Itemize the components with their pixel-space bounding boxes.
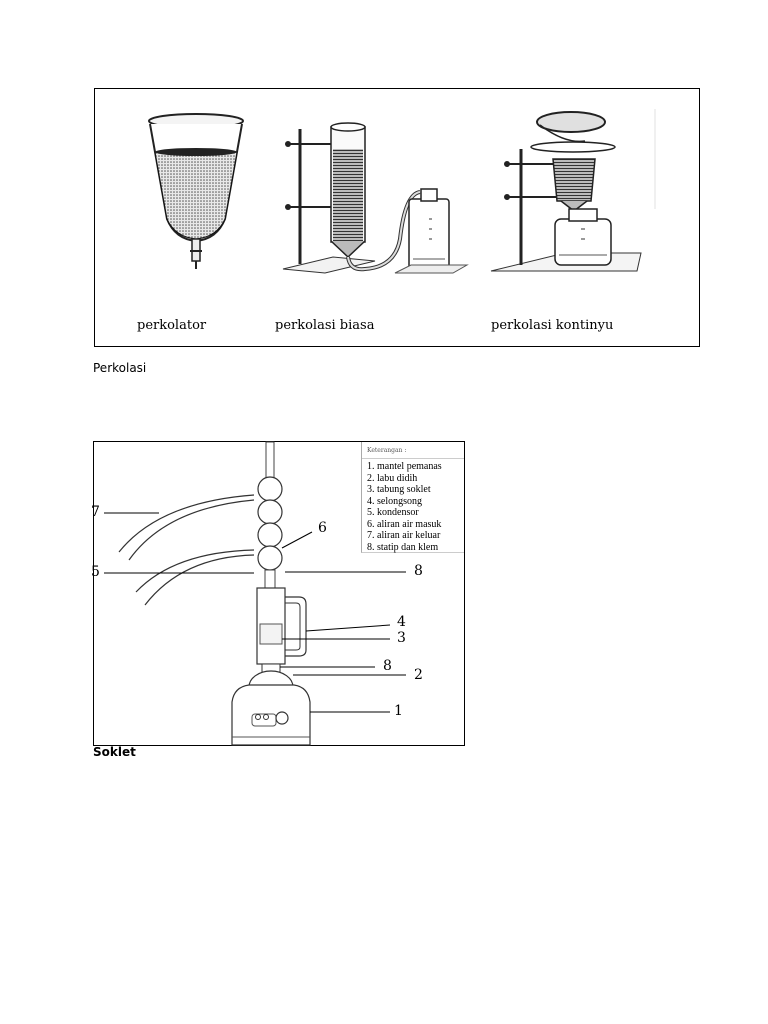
perkolasi-caption: Perkolasi — [93, 361, 147, 375]
soklet-caption: Soklet — [93, 745, 136, 759]
legend-box — [361, 442, 464, 553]
legend-item: 3. tabung soklet — [367, 484, 431, 495]
perkolasi-figure — [94, 88, 700, 347]
soklet-figure — [93, 441, 465, 746]
label-1: 1 — [394, 703, 403, 719]
perkolasi-biasa-label: perkolasi biasa — [275, 318, 375, 333]
perkolasi-kontinyu-drawing — [491, 109, 655, 271]
label-4: 4 — [397, 614, 406, 630]
label-7: 7 — [91, 504, 100, 520]
label-8-bottom: 8 — [383, 658, 392, 674]
perkolator-drawing — [149, 114, 243, 269]
legend-item: 6. aliran air masuk — [367, 518, 442, 530]
label-5: 5 — [91, 564, 100, 580]
legend-list — [367, 461, 442, 553]
label-8-top: 8 — [414, 563, 423, 579]
legend-item: 1. mantel pemanas — [367, 461, 442, 472]
perkolator-label: perkolator — [137, 318, 207, 333]
label-6: 6 — [318, 520, 327, 536]
perkolasi-kontinyu-label: perkolasi kontinyu — [491, 318, 614, 333]
label-3: 3 — [397, 630, 406, 646]
legend-item: 5. kondensor — [367, 507, 419, 518]
perkolasi-biasa-drawing — [283, 123, 467, 273]
legend-item: 4. selongsong — [367, 495, 422, 507]
legend-item: 8. statip dan klem — [367, 541, 439, 553]
perkolasi-illustration — [95, 89, 699, 346]
label-2: 2 — [414, 667, 423, 683]
legend-title: Keterangan : — [367, 447, 407, 454]
legend-item: 2. labu didih — [367, 472, 418, 484]
legend-item: 7. aliran air keluar — [367, 530, 441, 541]
